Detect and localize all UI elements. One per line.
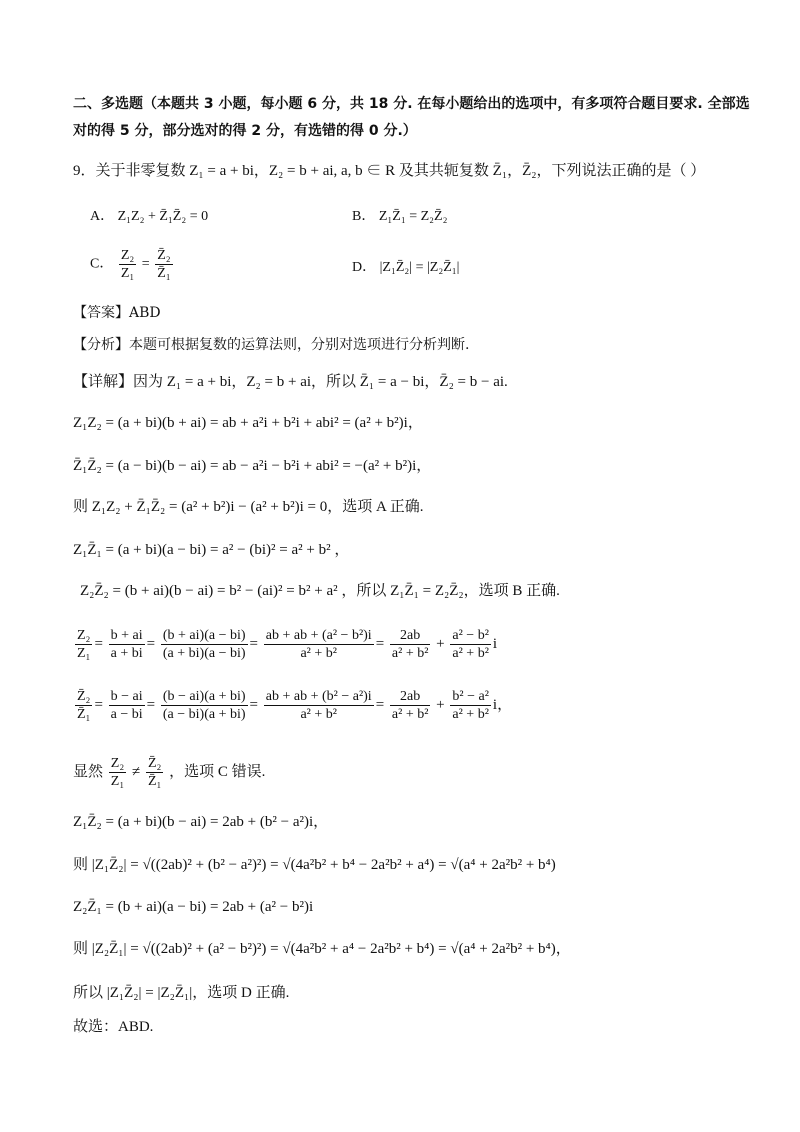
detail-line-11: 所以 |Z₁Z̄₂| = |Z₂Z̄₁|，选项 D 正确. bbox=[73, 985, 290, 1001]
fraction-line-2: $\frac{\text{Z̄₂}}{\text{Z̄₁}}$ = $\frac{b - ai}{a - bi}$ = $\frac{(b - ai)(a + bi)}{(a - bi)(a + bi)}$ = $\frac{\text{ab + ab + (b² − a²)i}}{\text{a² + b²}}$ = $\frac{2ab}{\text{a² + b²}}$ + $\frac{\text{b² − a²}}{\text{a² + b²}}$ i， bbox=[77, 689, 513, 722]
f2-f-num: b² − a² bbox=[452, 689, 489, 704]
detail-line-6 bbox=[73, 755, 265, 790]
f2-a-num: Z̄₂ bbox=[77, 689, 91, 704]
option-c-fraction-2 bbox=[155, 247, 172, 282]
detail-line-2: Z̄₁Z̄₂ = (a − bi)(b − ai) = ab − a²i − b²i + abi² = −(a² + b²)i， bbox=[73, 458, 432, 474]
detail-line-5: Z₂Z̄₂ = (b + ai)(b − ai) = b² − (ai)² = b² + a² ，所以 Z₁Z̄₁ = Z₂Z̄₂，选项 B 正确. bbox=[80, 583, 560, 599]
option-c-num2: Z̄₂ bbox=[157, 248, 171, 263]
option-c-num1: Z₂ bbox=[120, 248, 135, 263]
detail-line-10: 则 |Z₂Z̄₁| = √((2ab)² + (a² − b²)²) = √(4a²b² + a⁴ − 2a²b² + b⁴) = √(a⁴ + 2a²b² + b⁴)， bbox=[73, 941, 571, 957]
l6-den2: Z̄₁ bbox=[147, 774, 162, 789]
f1-b bbox=[109, 627, 145, 662]
f2-e-num: 2ab bbox=[390, 688, 431, 706]
f2-c-num: (b − ai)(a + bi) bbox=[162, 689, 246, 704]
analysis-line: 【分析】本题可根据复数的运算法则，分别对选项进行分析判断. bbox=[73, 337, 470, 353]
question-stem: 9．关于非零复数 Z₁ = a + bi，Z₂ = b + ai, a, b ∈ R 及其共轭复数 Z̄₁，Z̄₂，下列说法正确的是（ ） bbox=[73, 163, 706, 179]
l6-num2: Z̄₂ bbox=[147, 756, 162, 771]
f1-c-num: (b + ai)(a − bi) bbox=[162, 628, 246, 643]
f1-plus: + bbox=[436, 635, 445, 652]
f2-d-num: ab + ab + (b² − a²)i bbox=[265, 689, 372, 704]
l6-pre: 显然 bbox=[73, 761, 104, 780]
f2-c-den: (a − bi)(a + bi) bbox=[162, 707, 246, 722]
detail-line-4: Z₁Z̄₁ = (a + bi)(a − bi) = a² − (bi)² = a² + b² ， bbox=[73, 542, 350, 558]
detail-line-7: Z₁Z̄₂ = (a + bi)(b − ai) = 2ab + (b² − a²)i， bbox=[73, 814, 329, 830]
f2-a bbox=[75, 688, 92, 723]
f2-d bbox=[264, 688, 374, 723]
f1-a-num: Z₂ bbox=[77, 628, 91, 643]
f2-b-den: a − bi bbox=[110, 707, 143, 722]
f1-d bbox=[264, 627, 374, 662]
f2-b bbox=[109, 688, 145, 723]
f2-f bbox=[450, 688, 491, 723]
f1-c bbox=[161, 627, 248, 662]
f1-e-num: 2ab bbox=[390, 627, 431, 645]
f2-tail: i， bbox=[492, 696, 513, 713]
section-header-line2: 对的得 5 分，部分选对的得 2 分，有选错的得 0 分.） bbox=[73, 123, 417, 139]
f1-a bbox=[75, 627, 92, 662]
detail-intro: 【详解】因为 Z₁ = a + bi，Z₂ = b + ai，所以 Z̄₁ = a − bi，Z̄₂ = b − ai. bbox=[73, 374, 508, 390]
f1-e-den: a² + b² bbox=[391, 646, 429, 661]
l6-post: ，选项 C 错误. bbox=[169, 763, 266, 780]
detail-line-3: 则 Z₁Z₂ + Z̄₁Z̄₂ = (a² + b²)i − (a² + b²)i = 0，选项 A 正确. bbox=[73, 499, 424, 515]
f1-f bbox=[450, 627, 491, 662]
f1-b-den: a + bi bbox=[110, 646, 143, 661]
option-a: A． Z₁Z₂ + Z̄₁Z̄₂ = 0 bbox=[90, 209, 209, 224]
l6-den1: Z₁ bbox=[110, 774, 125, 789]
f2-e-den: a² + b² bbox=[391, 707, 429, 722]
f2-b-num: b − ai bbox=[110, 689, 143, 704]
l6-frac-1 bbox=[109, 755, 126, 790]
option-d: D． |Z₁Z̄₂| = |Z₂Z̄₁| bbox=[352, 260, 460, 275]
fraction-line-1: $\frac{\text{Z₂}}{\text{Z₁}}$ = $\frac{b + ai}{a + bi}$ = $\frac{(b + ai)(a - bi)}{(a + bi)(a - bi)}$ = $\frac{\text{ab + ab + (a² − b²)i}}{\text{a² + b²}}$ = $\frac{2ab}{\text{a² + b²}}$ + $\frac{\text{a² − b²}}{\text{a² + b²}}$ i bbox=[77, 628, 498, 661]
f2-c bbox=[161, 688, 248, 723]
option-c-label: C． bbox=[90, 256, 114, 272]
detail-line-8: 则 |Z₁Z̄₂| = √((2ab)² + (b² − a²)²) = √(4a²b² + b⁴ − 2a²b² + a⁴) = √(a⁴ + 2a²b² + b⁴) bbox=[73, 857, 556, 873]
f2-plus: + bbox=[436, 696, 445, 713]
option-c bbox=[90, 247, 175, 282]
f1-d-den: a² + b² bbox=[300, 646, 337, 661]
f2-e bbox=[390, 688, 431, 723]
f2-a-den: Z̄₁ bbox=[77, 707, 91, 722]
f1-a-den: Z₁ bbox=[77, 646, 91, 661]
option-c-equals: = bbox=[141, 256, 150, 272]
option-c-den1: Z₁ bbox=[120, 266, 135, 281]
f1-f-num: a² − b² bbox=[452, 628, 489, 643]
detail-line-9: Z₂Z̄₁ = (b + ai)(a − bi) = 2ab + (a² − b²)i bbox=[73, 899, 314, 915]
l6-not-equal: ≠ bbox=[131, 763, 141, 780]
option-c-fraction-1 bbox=[119, 247, 136, 282]
f1-d-num: ab + ab + (a² − b²)i bbox=[265, 628, 372, 643]
l6-frac-2 bbox=[146, 755, 163, 790]
f1-b-num: b + ai bbox=[110, 628, 143, 643]
answer-line: 【答案】ABD bbox=[73, 305, 161, 321]
section-header-line1: 二、多选题（本题共 3 小题，每小题 6 分，共 18 分. 在每小题给出的选项中，有多项符合题目要求. 全部选 bbox=[73, 96, 750, 112]
option-c-den2: Z̄₁ bbox=[157, 266, 171, 281]
detail-line-1: Z₁Z₂ = (a + bi)(b + ai) = ab + a²i + b²i + abi² = (a² + b²)i， bbox=[73, 415, 423, 431]
option-b: B． Z₁Z̄₁ = Z₂Z̄₂ bbox=[352, 209, 448, 224]
f2-f-den: a² + b² bbox=[452, 707, 489, 722]
l6-num1: Z₂ bbox=[110, 756, 125, 771]
f1-f-den: a² + b² bbox=[452, 646, 489, 661]
f1-c-den: (a + bi)(a − bi) bbox=[162, 646, 246, 661]
f1-e bbox=[390, 627, 431, 662]
f1-tail: i bbox=[492, 635, 498, 652]
detail-line-12: 故选：ABD. bbox=[73, 1019, 154, 1035]
f2-d-den: a² + b² bbox=[300, 707, 337, 722]
